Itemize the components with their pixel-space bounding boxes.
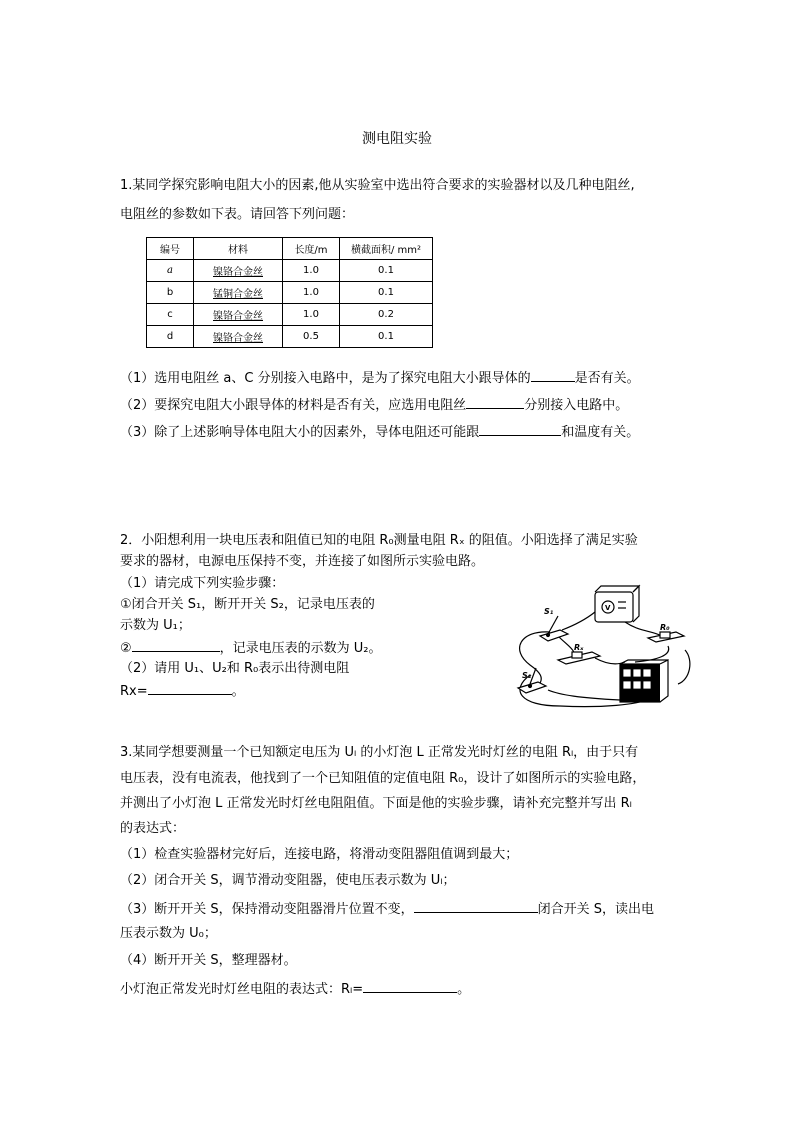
table-cell: 0.1 xyxy=(340,326,433,348)
table-cell: b xyxy=(147,282,194,304)
q1-part1: （1）选用电阻丝 a、C 分别接入电路中，是为了探究电阻大小跟导体的 是否有关。 xyxy=(120,368,640,388)
q1-intro-line1: 1.某同学探究影响电阻大小的因素,他从实验室中选出符合要求的实验器材以及几种电阻丝, xyxy=(120,178,635,193)
table-cell: 0.5 xyxy=(283,326,340,348)
q1-part1-answer-blank[interactable] xyxy=(531,368,575,382)
q1-part3: （3）除了上述影响导体电阻大小的因素外，导体电阻还可能跟 和温度有关。 xyxy=(120,422,639,442)
table-cell: 0.2 xyxy=(340,304,433,326)
table-cell: 锰铜合金丝 xyxy=(194,282,283,304)
table-cell: 镍铬合金丝 xyxy=(194,260,283,282)
table-row xyxy=(147,260,433,282)
wire xyxy=(562,612,595,630)
q2-step2: ② ，记录电压表的示数为 U₂。 xyxy=(120,638,382,658)
q3-step2: （2）闭合开关 S，调节滑动变阻器，使电压表示数为 Uₗ； xyxy=(120,873,456,888)
label-rx: Rₓ xyxy=(574,643,584,652)
table-cell: 镍铬合金丝 xyxy=(194,304,283,326)
q3-line3: 并测出了小灯泡 L 正常发光时灯丝电阻阻值。下面是他的实验步骤，请补充完整并写出 Rₗ xyxy=(120,796,632,811)
q1-part2: （2）要探究电阻大小跟导体的材料是否有关，应选用电阻丝 分别接入电路中。 xyxy=(120,395,628,415)
q3-step3-line2: 压表示数为 U₀； xyxy=(120,926,217,941)
page-title: 测电阻实验 xyxy=(362,131,432,147)
q2-step-heading: （1）请完成下列实验步骤： xyxy=(120,576,285,591)
table-cell: 1.0 xyxy=(283,304,340,326)
table-cell: 0.1 xyxy=(340,260,433,282)
table-cell: 1.0 xyxy=(283,260,340,282)
circuit-diagram xyxy=(500,580,695,710)
q3-step3-answer-blank[interactable] xyxy=(414,899,538,913)
q2-part2-line2: Rx= 。 xyxy=(120,681,245,701)
q3-expression: 小灯泡正常发光时灯丝电阻的表达式：Rₗ= 。 xyxy=(120,979,470,999)
table-cell: d xyxy=(147,326,194,348)
header-cell: 编号 xyxy=(147,238,194,260)
wire xyxy=(595,658,625,664)
wire xyxy=(548,690,620,700)
switch-s1-icon xyxy=(540,616,568,641)
q2-rx-answer-blank[interactable] xyxy=(148,681,232,695)
q3-line4: 的表达式： xyxy=(120,821,186,836)
q3-step3: （3）断开开关 S，保持滑动变阻器滑片位置不变， 闭合开关 S，读出电 xyxy=(120,899,654,919)
table-header-row xyxy=(147,238,433,260)
table-row xyxy=(147,282,433,304)
table-cell: c xyxy=(147,304,194,326)
q3-step4: （4）断开开关 S，整理器材。 xyxy=(120,953,297,968)
table-row xyxy=(147,326,433,348)
wire xyxy=(625,622,662,636)
q2-line1: 2．小阳想利用一块电压表和阻值已知的电阻 R₀测量电阻 Rₓ 的阻值。小阳选择了满足实验 xyxy=(120,533,638,548)
label-voltmeter: V xyxy=(605,604,611,612)
q3-line1: 3.某同学想要测量一个已知额定电压为 Uₗ 的小灯泡 L 正常发光时灯丝的电阻 Rₗ，由于只有 xyxy=(120,745,639,760)
q1-part3-answer-blank[interactable] xyxy=(479,422,561,436)
label-r0: R₀ xyxy=(660,623,670,632)
header-cell: 材料 xyxy=(194,238,283,260)
table-row xyxy=(147,304,433,326)
q2-step1-line2: 示数为 U₁； xyxy=(120,618,191,633)
wire xyxy=(678,650,690,684)
header-cell: 长度/m xyxy=(283,238,340,260)
table-cell: 1.0 xyxy=(283,282,340,304)
wire-parameter-table xyxy=(146,237,433,348)
resistor-r0-icon xyxy=(648,632,684,642)
q2-line2: 要求的器材，电源电压保持不变，并连接了如图所示实验电路。 xyxy=(120,554,485,569)
q3-rl-answer-blank[interactable] xyxy=(363,979,457,993)
q1-part2-answer-blank[interactable] xyxy=(466,395,524,409)
voltmeter-icon xyxy=(595,586,639,622)
table-cell: a xyxy=(147,260,194,282)
table-cell: 0.1 xyxy=(340,282,433,304)
q3-line2: 电压表，没有电流表，他找到了一个已知阻值的定值电阻 R₀，设计了如图所示的实验电路， xyxy=(120,771,646,786)
battery-box-icon xyxy=(620,660,668,702)
label-s2: S₂ xyxy=(522,671,532,680)
table-cell: 镍铬合金丝 xyxy=(194,326,283,348)
q1-intro-line2: 电阻丝的参数如下表。请回答下列问题： xyxy=(120,207,355,222)
q2-part2-line1: （2）请用 U₁、U₂和 R₀表示出待测电阻 xyxy=(120,661,350,676)
header-cell: 横截面积/ mm² xyxy=(340,238,433,260)
q2-step2-answer-blank[interactable] xyxy=(132,638,220,652)
q3-step1: （1）检查实验器材完好后，连接电路，将滑动变阻器阻值调到最大； xyxy=(120,847,519,862)
resistor-rx-icon xyxy=(558,652,600,664)
q2-step1-line1: ①闭合开关 S₁，断开开关 S₂，记录电压表的 xyxy=(120,597,375,612)
label-s1: S₁ xyxy=(544,607,554,616)
